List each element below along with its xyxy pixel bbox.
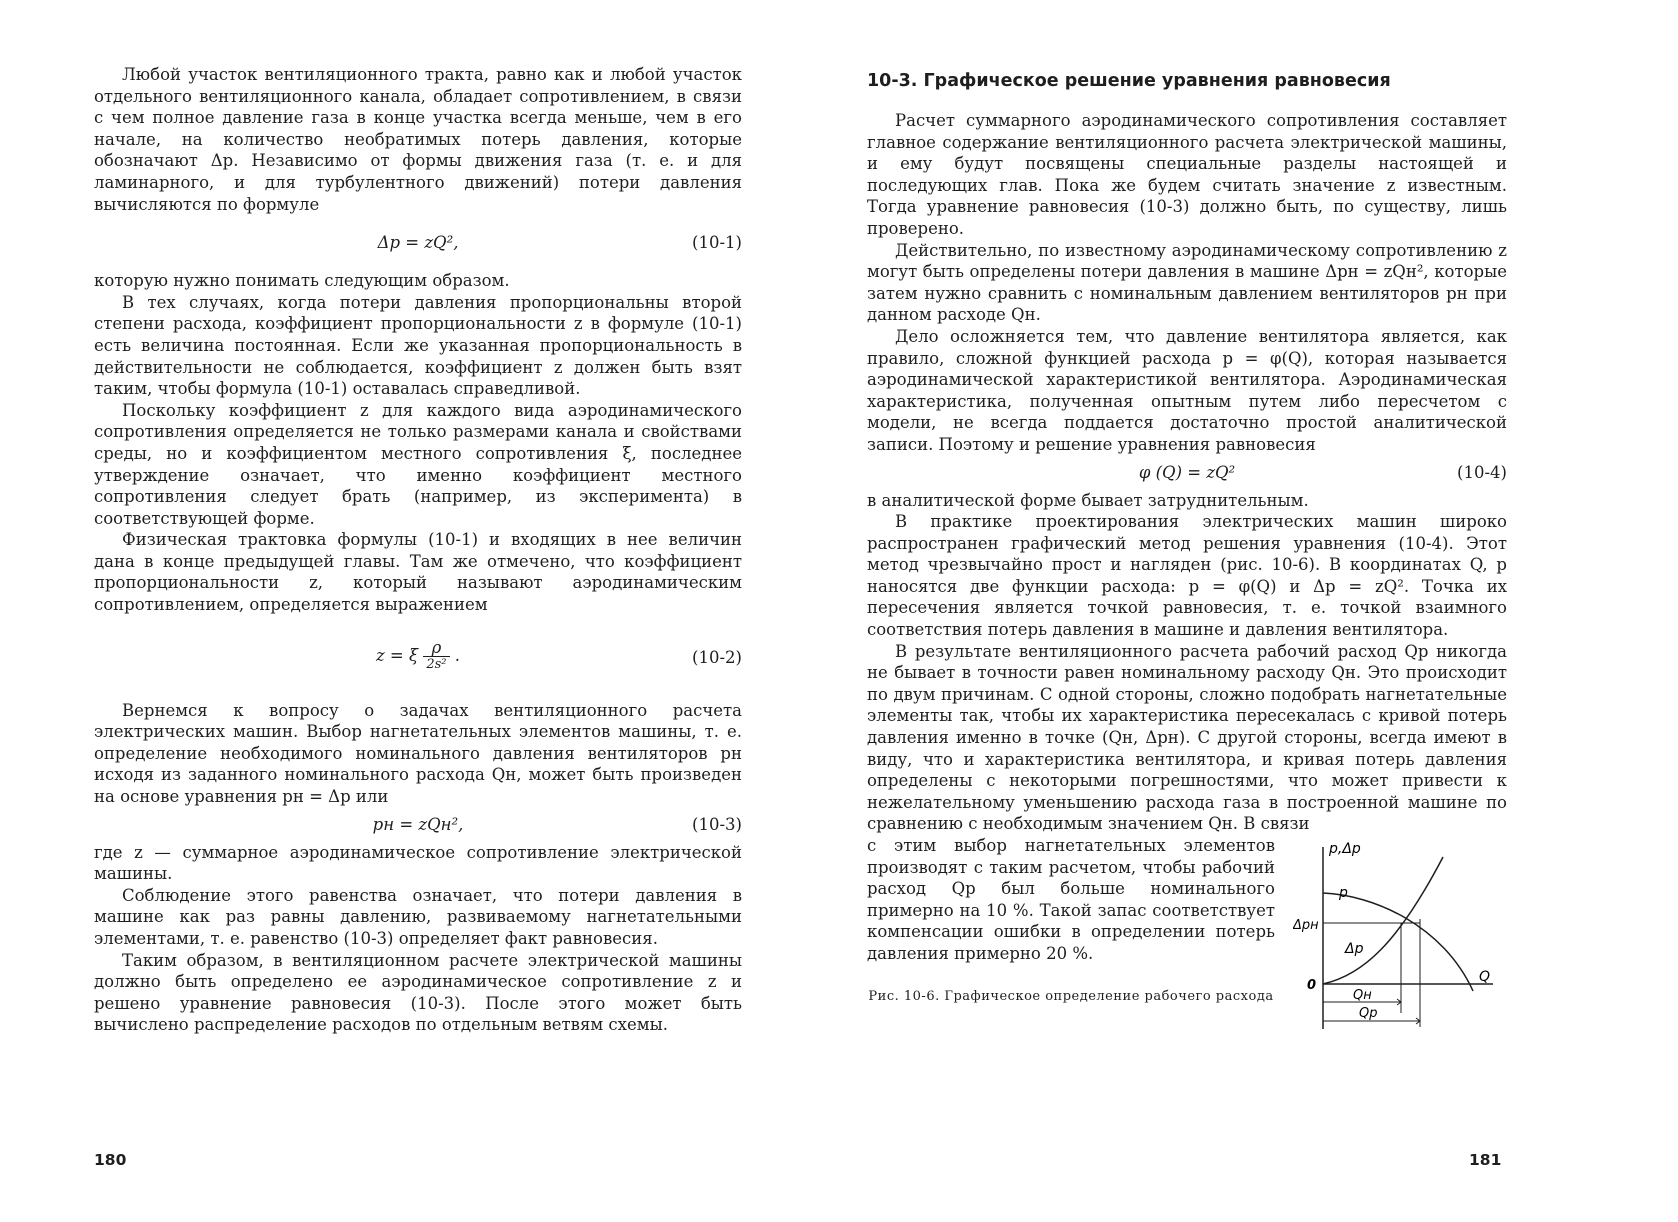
y-axis-label: p,Δp <box>1329 841 1361 857</box>
formula-expression <box>94 637 742 673</box>
section-title: 10-3. Графическое решение уравнения равновесия <box>867 71 1391 91</box>
figure-10-6 <box>1293 835 1507 1035</box>
formula-10-2 <box>94 637 742 676</box>
paragraph: с этим выбор нагнетательных элементов производят с таким расчетом, чтобы рабочий расход Qp был больше номинального примерно на 10 %. Такой запас соответствует компенсации ошибки в определении потерь давления примерно 20 %. <box>867 836 1275 963</box>
paragraph: В практике проектирования электрических машин широко распространен графический метод решения уравнения (10-4). Этот метод чрезвычайно прост и нагляден (рис. 10-6). В координатах Q, p наносятся две функции расхода: p = φ(Q) и Δp = zQ². Точка их пересечения является точкой равновесия, т. е. точкой взаимного соответствия потерь давления в машине и давления вентилятора. <box>867 512 1507 640</box>
formula-10-3 <box>94 814 742 836</box>
paragraph: Поскольку коэффициент z для каждого вида аэродинамического сопротивления определяется не только размерами канала и свойствами среды, но и коэффициентом местного сопротивления ξ, последнее утверждение означает, что именно коэффициент местного сопротивления следует брать (например, из эксперимента) в соответствующей форме. <box>94 400 742 528</box>
paragraph: которую нужно понимать следующим образом. <box>94 271 510 291</box>
formula-10-4 <box>867 462 1507 484</box>
page-number: 180 <box>94 1151 127 1169</box>
qn-label: Qн <box>1353 988 1372 1003</box>
pressure-loss-curve <box>1323 857 1443 984</box>
paragraph: Дело осложняется тем, что давление вентилятора является, как правило, сложной функцией расхода p = φ(Q), которая называется аэродинамической характеристикой вентилятора. Аэродинамическая характеристика, полученная опытным путем либо пересчетом с модели, не всегда поддается достаточно простой аналитической записи. Поэтому и решение уравнения равновесия <box>867 326 1507 454</box>
fraction-denominator: 2s² <box>426 656 447 672</box>
formula-number: (10-1) <box>692 233 742 253</box>
paragraph: где z — суммарное аэродинамическое сопротивление электрической машины. <box>94 842 742 884</box>
paragraph: В тех случаях, когда потери давления пропорциональны второй степени расхода, коэффициент пропорциональности z в формуле (10-1) есть величина постоянная. Если же указанная пропорциональность в действительности не соблюдается, коэффициент z должен быть взят таким, чтобы формула (10-1) оставалась справедливой. <box>94 292 742 399</box>
formula-number: (10-2) <box>692 647 742 667</box>
formula-expression: pн = zQн², <box>372 814 464 834</box>
formula-number: (10-3) <box>692 814 742 834</box>
figure-caption: Рис. 10-6. Графическое определение рабочего расхода <box>868 988 1274 1004</box>
formula-expression: φ (Q) = zQ² <box>1138 462 1236 482</box>
formula-expression: Δp = zQ², <box>377 233 459 253</box>
curve-dp-label: Δp <box>1345 941 1364 957</box>
formula-number: (10-4) <box>1457 462 1507 482</box>
formula-fraction <box>423 637 449 673</box>
figure-wrap <box>867 835 1507 1035</box>
formula-10-1 <box>94 232 742 254</box>
fraction-numerator: ρ <box>423 640 449 657</box>
formula-lhs: z = ξ <box>375 645 419 665</box>
figure-side-text <box>867 835 1275 1035</box>
qp-label: Qp <box>1359 1006 1378 1021</box>
paragraph: Вернемся к вопросу о задачах вентиляционного расчета электрических машин. Выбор нагнетательных элементов машины, т. е. определение необходимого номинального давления вентиляторов pн исходя из заданного номинального расхода Qн, может быть произведен на основе уравнения pн = Δp или <box>94 700 742 807</box>
x-axis-label: Q <box>1479 969 1491 985</box>
paragraph: в аналитической форме бывает затруднительным. <box>867 490 1309 510</box>
right-page <box>867 64 1507 1035</box>
paragraph: Расчет суммарного аэродинамического сопротивления составляет главное содержание вентиляционного расчета электрической машины, и ему будут посвящены специальные разделы настоящей и последующих глав. Пока же будем считать значение z известным. Тогда уравнение равновесия (10-3) должно быть, по существу, лишь проверено. <box>867 111 1507 238</box>
curve-p-label: p <box>1339 885 1348 901</box>
paragraph: В результате вентиляционного расчета рабочий расход Qp никогда не бывает в точности равен номинальному расходу Qн. Это происходит по двум причинам. С одной стороны, сложно подобрать нагнетательные элементы так, чтобы их характеристика пересекалась с кривой потерь давления именно в точке (Qн, Δpн). С другой стороны, всегда имеют в виду, что и характеристика вентилятора, и кривая потерь давления определены с некоторыми погрешностями, что может привести к нежелательному уменьшению расхода газа в построенной машине по сравнению с необходимым значением Qн. В связи <box>867 641 1507 834</box>
page-number: 181 <box>1469 1151 1502 1169</box>
paragraph: Физическая трактовка формулы (10-1) и входящих в нее величин дана в конце предыдущей главы. Там же отмечено, что коэффициент пропорциональности z, который называют аэродинамическим сопротивлением, определяется выражением <box>94 530 742 615</box>
dpn-label: Δpн <box>1293 918 1319 933</box>
origin-label: 0 <box>1307 978 1317 993</box>
left-page <box>94 64 742 1036</box>
paragraph: Таким образом, в вентиляционном расчете электрической машины должно быть определено ее аэродинамическое сопротивление z и решено уравнение равновесия (10-3). После этого может быть вычислено распределение расходов по отдельным ветвям схемы. <box>94 950 742 1035</box>
formula-tail: . <box>454 645 460 665</box>
paragraph: Действительно, по известному аэродинамическому сопротивлению z могут быть определены потери давления в машине Δpн = zQн², которые затем нужно сравнить с номинальным давлением вентиляторов pн при данном расходе Qн. <box>867 240 1507 325</box>
paragraph: Соблюдение этого равенства означает, что потери давления в машине как раз равны давлению, развиваемому нагнетательными элементами, т. е. равенство (10-3) определяет факт равновесия. <box>94 885 742 948</box>
equilibrium-diagram <box>1293 835 1507 1035</box>
paragraph: Любой участок вентиляционного тракта, равно как и любой участок отдельного вентиляционного канала, обладает сопротивлением, в связи с чем полное давление газа в конце участка всегда меньше, чем в его начале, на количество необратимых потерь давления, которые обозначают Δp. Независимо от формы движения газа (т. е. и для ламинарного, и для турбулентного движений) потери давления вычисляются по формуле <box>94 65 742 214</box>
